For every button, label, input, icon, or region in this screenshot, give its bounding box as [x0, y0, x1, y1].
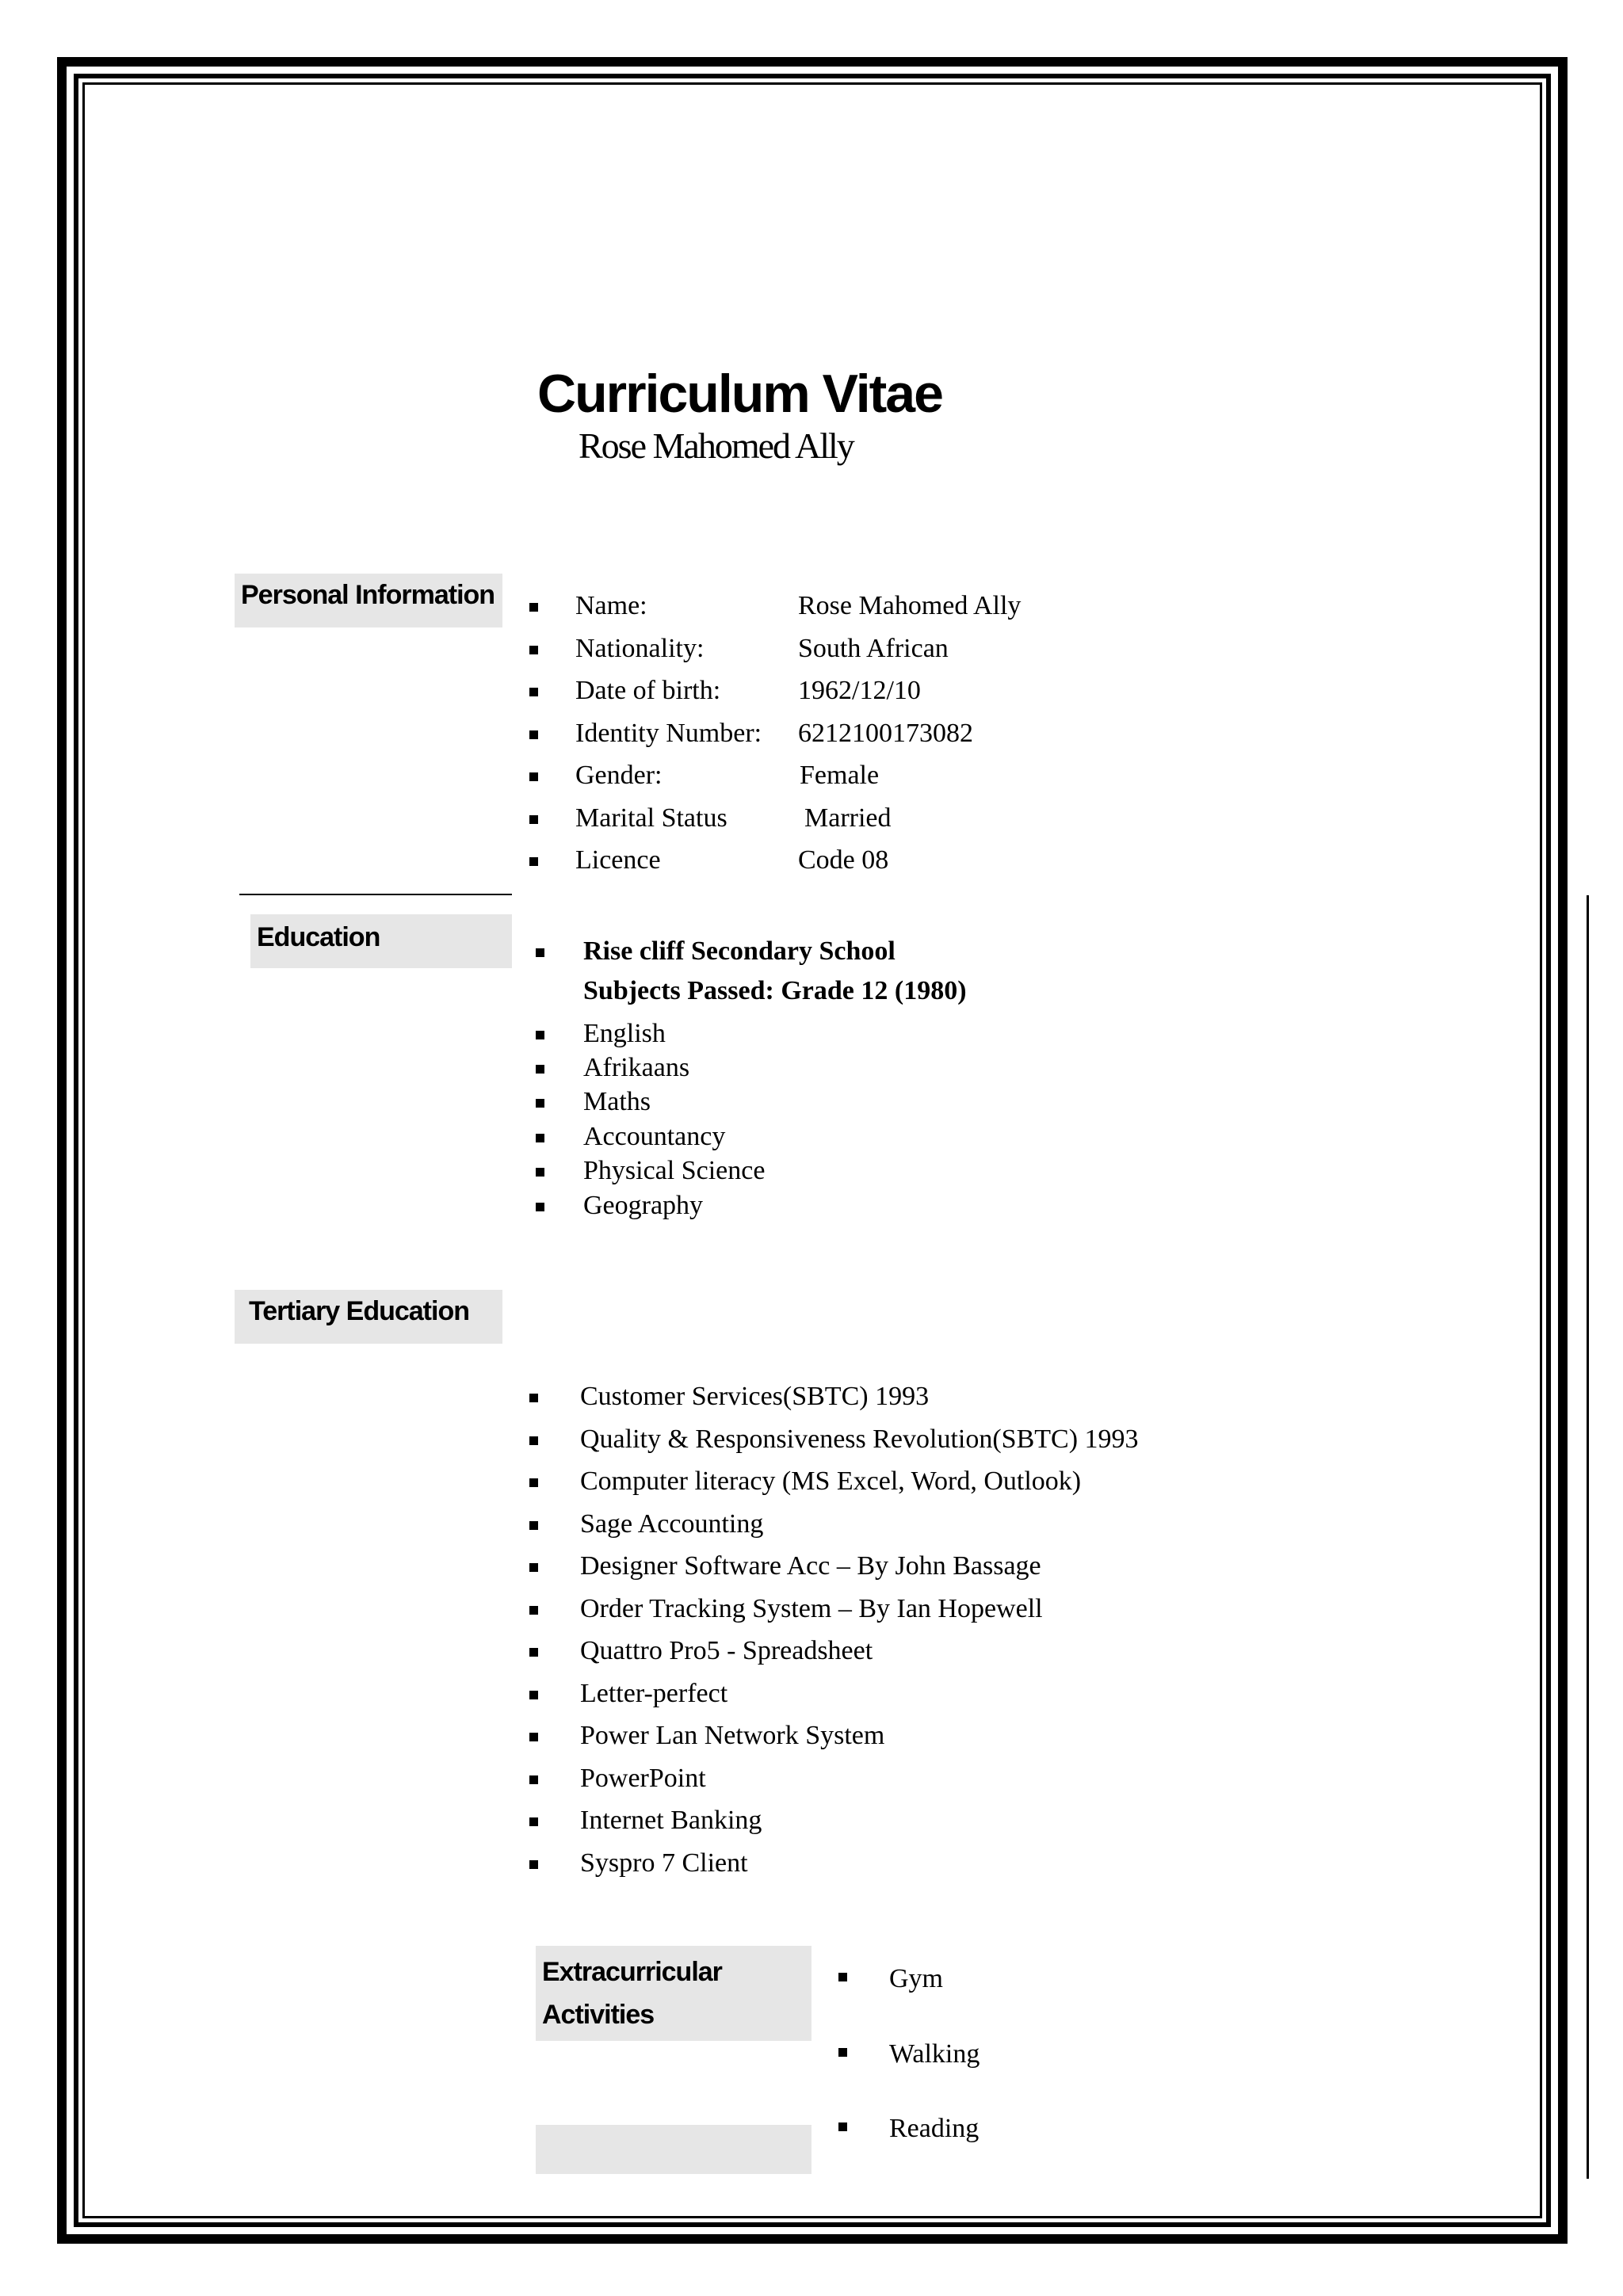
field-value: 1962/12/10 — [798, 676, 921, 705]
course-text: Quality & Responsiveness Revolution(SBTC) 1993 — [580, 1425, 1139, 1454]
field-label: Name: — [575, 591, 647, 620]
right-margin-rule — [1587, 895, 1589, 2179]
subject-text: English — [583, 1019, 666, 1048]
section-heading: Education — [257, 922, 380, 952]
section-heading: Personal Information — [241, 580, 495, 610]
activity-text: Walking — [889, 2039, 980, 2069]
course-text: Customer Services(SBTC) 1993 — [580, 1382, 930, 1411]
course-text: Syspro 7 Client — [580, 1848, 748, 1878]
subject-text: Physical Science — [583, 1156, 766, 1185]
course-text: Computer literacy (MS Excel, Word, Outlook) — [580, 1466, 1082, 1496]
bullet-icon — [529, 1606, 538, 1615]
section-tertiary-education — [235, 1290, 502, 1344]
school-name: Rise cliff Secondary School — [583, 936, 896, 966]
field-value: Female — [800, 761, 880, 790]
bullet-icon — [838, 2048, 847, 2057]
page-title: Curriculum Vitae — [537, 364, 942, 424]
field-value: 6212100173082 — [798, 719, 973, 748]
subject-text: Maths — [583, 1087, 651, 1116]
course-text: Quattro Pro5 - Spreadsheet — [580, 1636, 873, 1665]
bullet-icon — [536, 1065, 544, 1074]
course-text: Power Lan Network System — [580, 1721, 885, 1750]
bullet-icon — [536, 1168, 544, 1177]
bullet-icon — [536, 1134, 544, 1142]
course-text: PowerPoint — [580, 1764, 706, 1793]
subject-text: Geography — [583, 1191, 704, 1220]
bullet-icon — [529, 1733, 538, 1741]
section-personal-information — [235, 574, 502, 627]
subject-text: Accountancy — [583, 1122, 726, 1151]
bullet-icon — [529, 1521, 538, 1530]
field-label: Nationality: — [575, 634, 705, 663]
field-label: Gender: — [575, 761, 663, 790]
page-subtitle: Rose Mahomed Ally — [579, 425, 854, 466]
field-label: Licence — [575, 845, 661, 875]
bullet-icon — [536, 1099, 544, 1108]
field-label: Date of birth: — [575, 676, 721, 705]
field-value: Rose Mahomed Ally — [798, 591, 1022, 620]
course-text: Order Tracking System – By Ian Hopewell — [580, 1594, 1043, 1623]
field-value: Married — [804, 803, 892, 833]
bullet-icon — [838, 2122, 847, 2131]
activity-text: Reading — [889, 2114, 980, 2143]
section-education — [250, 914, 512, 968]
bullet-icon — [529, 603, 538, 612]
bullet-icon — [529, 1436, 538, 1445]
bullet-icon — [529, 857, 538, 866]
bullet-icon — [529, 1775, 538, 1784]
bullet-icon — [536, 1203, 544, 1211]
bullet-icon — [536, 1031, 544, 1039]
bullet-icon — [529, 772, 538, 781]
section-divider — [239, 894, 512, 895]
empty-shaded-block — [536, 2125, 812, 2174]
bullet-icon — [529, 1394, 538, 1402]
bullet-icon — [536, 948, 544, 957]
bullet-icon — [529, 1817, 538, 1826]
bullet-icon — [529, 815, 538, 824]
bullet-icon — [529, 688, 538, 696]
section-heading-line1: Extracurricular — [542, 1957, 722, 1987]
bullet-icon — [529, 1648, 538, 1657]
bullet-icon — [529, 1563, 538, 1572]
bullet-icon — [529, 730, 538, 739]
bullet-icon — [529, 1691, 538, 1699]
section-extracurricular — [536, 1946, 812, 2041]
bullet-icon — [529, 646, 538, 654]
bullet-icon — [529, 1860, 538, 1869]
bullet-icon — [529, 1478, 538, 1487]
course-text: Designer Software Acc – By John Bassage — [580, 1551, 1041, 1581]
field-label: Marital Status — [575, 803, 727, 833]
subject-text: Afrikaans — [583, 1053, 690, 1082]
activity-text: Gym — [889, 1964, 943, 1993]
course-text: Letter-perfect — [580, 1679, 728, 1708]
course-text: Sage Accounting — [580, 1509, 764, 1539]
course-text: Internet Banking — [580, 1806, 762, 1835]
field-value: South African — [798, 634, 949, 663]
subjects-passed-line: Subjects Passed: Grade 12 (1980) — [583, 976, 967, 1005]
section-heading-line2: Activities — [542, 2000, 655, 2030]
field-label: Identity Number: — [575, 719, 762, 748]
bullet-icon — [838, 1973, 847, 1981]
field-value: Code 08 — [798, 845, 889, 875]
section-heading: Tertiary Education — [249, 1296, 469, 1326]
